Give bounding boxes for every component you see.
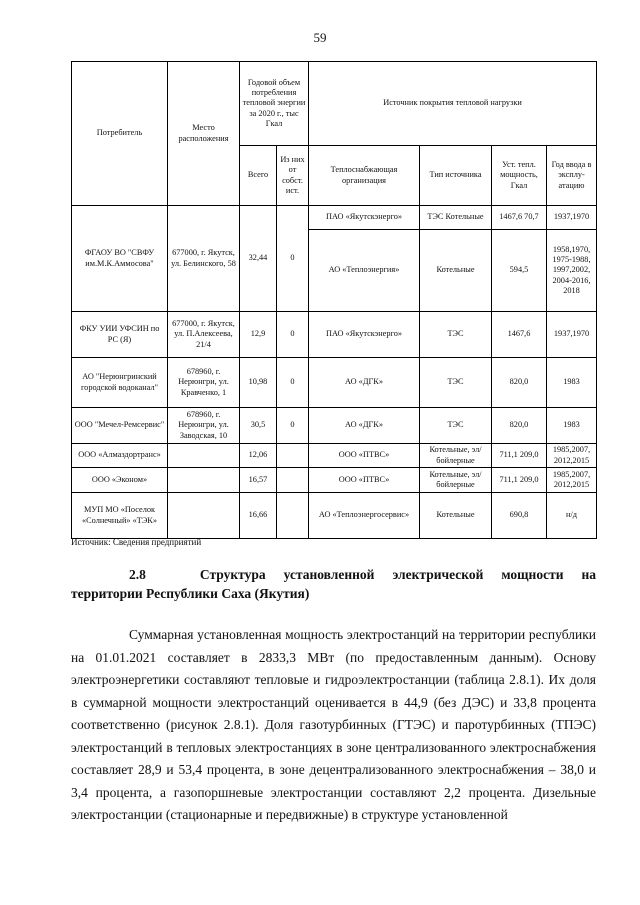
header-location: Место расположения xyxy=(168,62,240,206)
header-total: Всего xyxy=(240,146,277,206)
table-row xyxy=(72,468,597,493)
cell-total: 30,5 xyxy=(240,408,277,444)
cell-year: 1985,2007, 2012,2015 xyxy=(547,444,597,468)
cell-own: 0 xyxy=(277,408,309,444)
cell-supplier: АО «Теплоэнергия» xyxy=(309,230,420,312)
cell-consumer: ФКУ УИИ УФСИН по РС (Я) xyxy=(72,312,168,358)
cell-location: 677000, г. Якутск, ул. Белинского, 58 xyxy=(168,206,240,312)
cell-year: 1985,2007, 2012,2015 xyxy=(547,468,597,493)
cell-capacity: 820,0 xyxy=(492,408,547,444)
cell-total: 12,06 xyxy=(240,444,277,468)
table-row xyxy=(72,444,597,468)
header-supplier: Теплоснабжающая организация xyxy=(309,146,420,206)
header-consumer: Потребитель xyxy=(72,62,168,206)
cell-supplier: АО «ДГК» xyxy=(309,358,420,408)
cell-location xyxy=(168,444,240,468)
cell-type: ТЭС Котельные xyxy=(420,206,492,230)
cell-supplier: АО «ДГК» xyxy=(309,408,420,444)
cell-capacity: 690,8 xyxy=(492,493,547,539)
cell-location: 678960, г. Нерюнгри, ул. Заводская, 10 xyxy=(168,408,240,444)
cell-total: 16,66 xyxy=(240,493,277,539)
cell-supplier: ПАО «Якутскэнерго» xyxy=(309,206,420,230)
cell-supplier: ООО «ПТВС» xyxy=(309,444,420,468)
cell-type: ТЭС xyxy=(420,358,492,408)
cell-type: ТЭС xyxy=(420,408,492,444)
section-title-line2: территории Республики Саха (Якутия) xyxy=(71,586,310,601)
section-heading xyxy=(129,565,596,584)
cell-own xyxy=(277,468,309,493)
section-number: 2.8 xyxy=(129,567,146,582)
cell-location xyxy=(168,493,240,539)
cell-consumer: АО "Нерюнгринский городской водоканал" xyxy=(72,358,168,408)
cell-year: 1983 xyxy=(547,358,597,408)
table-row xyxy=(72,358,597,408)
cell-capacity: 711,1 209,0 xyxy=(492,444,547,468)
cell-total: 12,9 xyxy=(240,312,277,358)
header-source: Источник покрытия тепловой нагрузки xyxy=(309,62,597,146)
cell-location: 678960, г. Нерюнгри, ул. Кравченко, 1 xyxy=(168,358,240,408)
body-paragraph xyxy=(71,624,596,827)
cell-consumer: ООО "Мечел-Ремсервис" xyxy=(72,408,168,444)
cell-own xyxy=(277,444,309,468)
cell-capacity: 1467,6 70,7 xyxy=(492,206,547,230)
cell-supplier: АО «Теплоэнергосервис» xyxy=(309,493,420,539)
paragraph-text: Суммарная установленная мощность электростанций на территории республики на 01.01.2021 составляет в 2833,3 МВт (по предоставленным данным). Основу электроэнергетики составляют тепловые и гидроэлектростанции (таблица 2.8.1). Их доля в суммарной мощности электростанций оценивается в 44,9 (без ДЭС) и 33,8 процента соответственно (рисунок 2.8.1). Доля газотурбинных (ГТЭС) и паротурбинных (ТПЭС) электростанций в тепловых электростанциях в зоне централизованного электроснабжения составляет 28,9 и 53,4 процента, в зоне децентрализованного электроснабжения – 38,0 и 3,4 процента, а газопоршневые электростанции составляют 2,2 процента. Дизельные электростанции (стационарные и передвижные) в структуре установленной xyxy=(71,627,596,822)
header-annual-volume: Годовой объем потребления тепловой энергии за 2020 г., тыс Гкал xyxy=(240,62,309,146)
header-capacity: Уст. тепл. мощность, Гкал xyxy=(492,146,547,206)
cell-capacity: 1467,6 xyxy=(492,312,547,358)
cell-own: 0 xyxy=(277,312,309,358)
table-row xyxy=(72,408,597,444)
cell-capacity: 820,0 xyxy=(492,358,547,408)
cell-type: Котельные, эл/бойлерные xyxy=(420,468,492,493)
cell-own: 0 xyxy=(277,358,309,408)
cell-supplier: ООО «ПТВС» xyxy=(309,468,420,493)
section-title-line1: Структура установленной электрической мощности на xyxy=(199,567,597,582)
cell-location: 677000, г. Якутск, ул. П.Алексеева, 21/4 xyxy=(168,312,240,358)
cell-consumer: МУП МО «Поселок «Солнечный» «ТЭК» xyxy=(72,493,168,539)
cell-year: 1937,1970 xyxy=(547,312,597,358)
cell-capacity: 594,5 xyxy=(492,230,547,312)
cell-type: Котельные, эл/бойлерные xyxy=(420,444,492,468)
cell-own xyxy=(277,493,309,539)
table-row xyxy=(72,312,597,358)
table-row xyxy=(72,206,597,230)
cell-total: 32,44 xyxy=(240,206,277,312)
cell-consumer: ФГАОУ ВО "СВФУ им.М.К.Аммосова" xyxy=(72,206,168,312)
source-note: Источник: Сведения предприятий xyxy=(71,537,202,547)
cell-capacity: 711,1 209,0 xyxy=(492,468,547,493)
cell-type: ТЭС xyxy=(420,312,492,358)
header-source-type: Тип источника xyxy=(420,146,492,206)
cell-year: 1983 xyxy=(547,408,597,444)
cell-total: 10,98 xyxy=(240,358,277,408)
cell-supplier: ПАО «Якутскэнерго» xyxy=(309,312,420,358)
page-number: 59 xyxy=(313,30,327,45)
table-row xyxy=(72,493,597,539)
cell-own: 0 xyxy=(277,206,309,312)
cell-type: Котельные xyxy=(420,493,492,539)
cell-total: 16,57 xyxy=(240,468,277,493)
header-year: Год ввода в эксплу-атацию xyxy=(547,146,597,206)
cell-type: Котельные xyxy=(420,230,492,312)
heat-consumption-table xyxy=(71,61,597,539)
cell-location xyxy=(168,468,240,493)
header-own-sources: Из них от собст. ист. xyxy=(277,146,309,206)
cell-year: 1958,1970, 1975-1988, 1997,2002, 2004-2016, 2018 xyxy=(547,230,597,312)
cell-year: н/д xyxy=(547,493,597,539)
cell-consumer: ООО «Алмаздортранс» xyxy=(72,444,168,468)
cell-year: 1937,1970 xyxy=(547,206,597,230)
cell-consumer: ООО «Эконом» xyxy=(72,468,168,493)
